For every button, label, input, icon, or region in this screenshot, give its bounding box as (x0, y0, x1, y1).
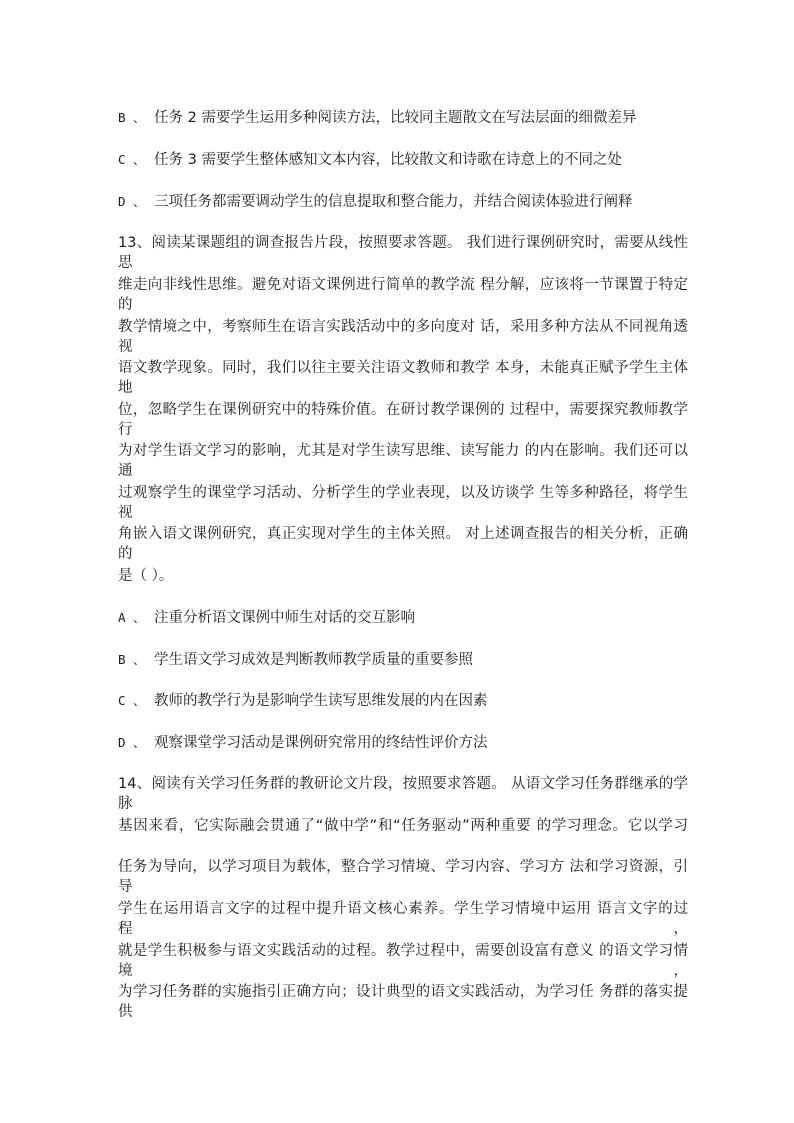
option-text: 教师的教学行为是影响学生读写思维发展的内在因素 (154, 693, 488, 709)
option-text: 注重分析语文课例中师生对话的交互影响 (154, 610, 415, 626)
q13-option-d (118, 733, 688, 753)
option-letter: C 、 (118, 152, 146, 167)
option-text: 观察课堂学习活动是课例研究常用的终结性评价方法 (154, 735, 488, 751)
option-letter: B 、 (118, 110, 146, 125)
q13-stem-line: 是（ ）。 (118, 568, 174, 584)
option-text: 任务 2 需要学生运用多种阅读方法，比较同主题散文在写法层面的细微差异 (154, 110, 637, 126)
q14-stem-line: 基因来看，它实际融会贯通了“做中学”和“任务驱动”两种重要 的学习理念。它以学习 (118, 818, 688, 834)
q14-stem-line: 14、阅读有关学习任务群的教研论文片段，按照要求答题。 从语文学习任务群继承的学脉 (118, 776, 688, 812)
q13-stem-line: 过观察学生的课堂学习活动、分析学生的学业表现，以及访谈学 生等多种路径，将学生视 (118, 485, 688, 521)
q13-stem-line: 为对学生语文学习的影响，尤其是对学生读写思维、读写能力 的内在影响。我们还可以通 (118, 443, 688, 479)
option-letter: B 、 (118, 652, 146, 667)
q13-stem-line: 位，忽略学生在课例研究中的特殊价值。在研讨教学课例的 过程中，需要探究教师教学行 (118, 402, 688, 438)
q13-stem-line: 教学情境之中，考察师生在语言实践活动中的多向度对 话，采用多种方法从不同视角透视 (118, 319, 688, 355)
q13-stem-line: 维走向非线性思维。避免对语文课例进行简单的教学流 程分解，应该将一节课置于特定的 (118, 277, 688, 313)
option-text: 学生语文学习成效是判断教师教学质量的重要参照 (154, 652, 473, 668)
option-letter: C 、 (118, 693, 146, 708)
option-letter: A 、 (118, 610, 146, 625)
q13-option-c (118, 691, 688, 711)
q13-stem-line: 语文教学现象。同时，我们以往主要关注语文教师和教学 本身，未能真正赋予学生主体地 (118, 360, 688, 396)
option-letter: D 、 (118, 735, 146, 750)
option-text: 三项任务都需要调动学生的信息提取和整合能力，并结合阅读体验进行阐释 (154, 194, 633, 210)
q12-option-d (118, 192, 688, 212)
q14-stem-line: 任务为导向，以学习项目为载体，整合学习情境、学习内容、学习方 法和学习资源，引导 (118, 859, 688, 895)
q14-stem-line: 学生在运用语言文字的过程中提升语文核心素养。学生学习情境中运用 语言文字的过程， (118, 901, 688, 937)
q12-option-b (118, 108, 688, 128)
q13-stem-line: 角嵌入语文课例研究，真正实现对学生的主体关照。 对上述调查报告的相关分析，正确的 (118, 526, 688, 562)
q12-option-c (118, 150, 688, 170)
q14-stem-line: 为学习任务群的实施指引正确方向；设计典型的语文实践活动，为学习任 务群的落实提供 (118, 984, 688, 1020)
q13-option-b (118, 650, 688, 670)
q14-stem-line: 就是学生积极参与语文实践活动的过程。教学过程中，需要创设富有意义 的语文学习情境， (118, 943, 688, 979)
q13-option-a (118, 608, 688, 628)
option-text: 任务 3 需要学生整体感知文本内容，比较散文和诗歌在诗意上的不同之处 (154, 152, 622, 168)
option-letter: D 、 (118, 194, 146, 209)
q13-stem-line: 13、阅读某课题组的调查报告片段，按照要求答题。 我们进行课例研究时，需要从线性思 (118, 235, 688, 271)
